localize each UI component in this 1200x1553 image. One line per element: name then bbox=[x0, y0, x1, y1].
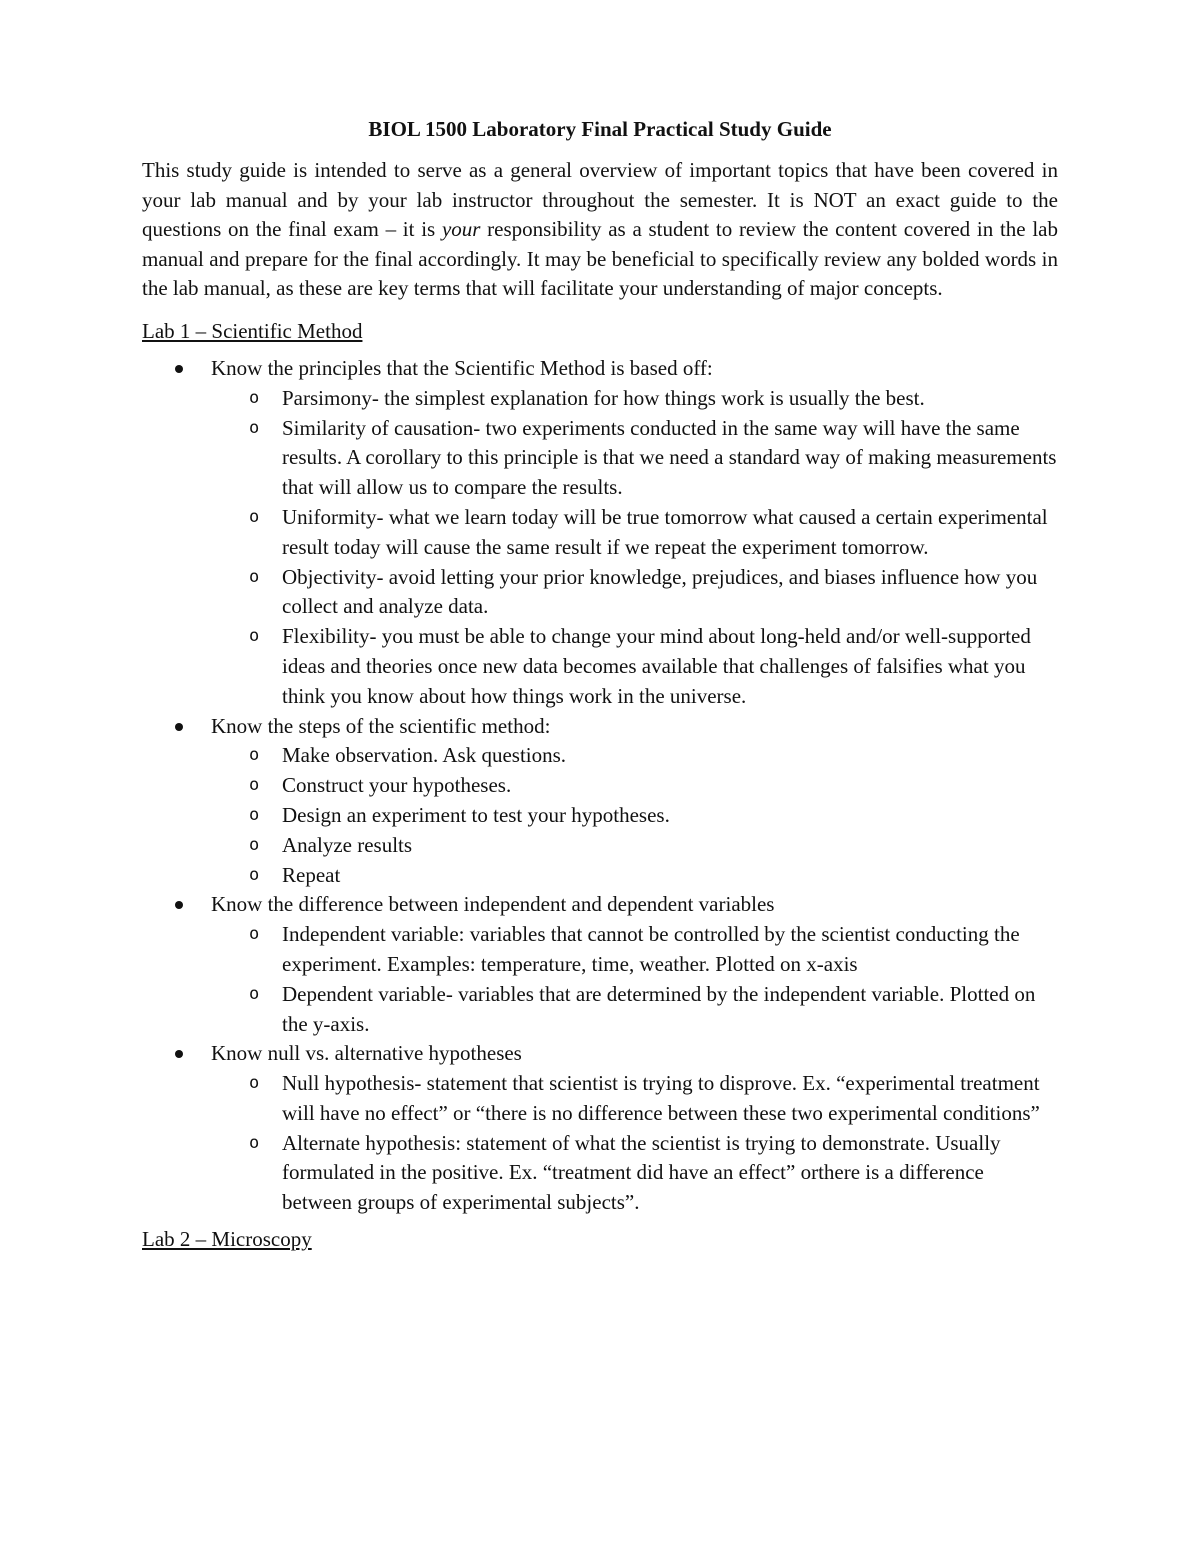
section-heading-lab2: Lab 2 – Microscopy bbox=[142, 1227, 312, 1252]
sub-item bbox=[211, 1129, 1058, 1218]
sub-item-text: Dependent variable- variables that are determined by the independent variable. Plotted on the y-axis. bbox=[282, 981, 1036, 1036]
circle-bullet-icon: o bbox=[249, 864, 260, 885]
sub-item bbox=[211, 741, 1058, 771]
bullet-dot-icon bbox=[175, 1050, 183, 1058]
circle-bullet-icon: o bbox=[249, 417, 260, 438]
circle-bullet-icon: o bbox=[249, 775, 260, 796]
bullet-dot-icon bbox=[175, 901, 183, 909]
circle-bullet-icon: o bbox=[249, 804, 260, 825]
circle-bullet-icon: o bbox=[249, 566, 260, 587]
sub-item-text: Flexibility- you must be able to change your mind about long-held and/or well-supported ideas and theories once new data becomes available that challenges of falsifies what you think you know about how things work in the universe. bbox=[282, 624, 1031, 708]
sub-item-text: Parsimony- the simplest explanation for how things work is usually the best. bbox=[282, 385, 925, 410]
circle-bullet-icon: o bbox=[249, 1132, 260, 1153]
sub-item bbox=[211, 801, 1058, 831]
circle-bullet-icon: o bbox=[249, 1073, 260, 1094]
sub-item-text: Analyze results bbox=[282, 832, 413, 857]
circle-bullet-icon: o bbox=[249, 745, 260, 766]
intro-text-start: This study guide is intended to serve as a general overview of important topics that have been covered in your lab manual and by your lab instructor throughout the semester. It is NOT an exact guide to the questions on the final exam – it is bbox=[142, 158, 1058, 242]
sub-item bbox=[211, 563, 1058, 623]
section-heading-lab1: Lab 1 – Scientific Method bbox=[142, 318, 363, 343]
sub-item-text: Independent variable: variables that cannot be controlled by the scientist conducting the experiment. Examples: temperature, time, weather. Plotted on x-axis bbox=[282, 922, 1020, 976]
bullet-item bbox=[142, 1039, 1058, 1218]
bullet-item bbox=[142, 354, 1058, 712]
sub-list bbox=[211, 1069, 1058, 1218]
sub-item bbox=[211, 414, 1058, 503]
sub-item bbox=[211, 920, 1058, 980]
sub-list bbox=[211, 741, 1058, 890]
sub-item-text: Null hypothesis- statement that scientist is trying to disprove. Ex. “experimental treatment will have no effect” or “there is no difference between these two experimental conditions” bbox=[282, 1071, 1040, 1125]
sub-item-text: Uniformity- what we learn today will be true tomorrow what caused a certain experimental result today will cause the same result if we repeat the experiment tomorrow. bbox=[282, 504, 1048, 559]
sub-list bbox=[211, 384, 1058, 712]
sub-item bbox=[211, 622, 1058, 711]
sub-item bbox=[211, 771, 1058, 801]
sub-item bbox=[211, 1069, 1058, 1129]
sub-item-text: Objectivity- avoid letting your prior knowledge, prejudices, and biases influence how you collect and analyze data. bbox=[282, 564, 1038, 619]
bullet-item bbox=[142, 712, 1058, 891]
circle-bullet-icon: o bbox=[249, 506, 260, 527]
intro-text-end: responsibility as a student to review the content covered in the lab manual and prepare for the final accordingly. It may be beneficial to specifically review any bolded words in the lab manual, as these are key terms that will facilitate your understanding of major concepts. bbox=[142, 217, 1058, 301]
sub-item bbox=[211, 861, 1058, 891]
sub-item-text: Alternate hypothesis: statement of what the scientist is trying to demonstrate. Usually formulated in the positive. Ex. “treatment did have an effect” orthere is a difference between groups of experimental subjects”. bbox=[282, 1130, 1001, 1215]
bullet-text: Know the steps of the scientific method: bbox=[211, 713, 551, 738]
lab1-bullet-list bbox=[142, 354, 1058, 1218]
sub-item bbox=[211, 503, 1058, 563]
circle-bullet-icon: o bbox=[249, 983, 260, 1004]
sub-item-text: Design an experiment to test your hypotheses. bbox=[282, 802, 670, 827]
sub-item-text: Construct your hypotheses. bbox=[282, 773, 512, 798]
document-title: BIOL 1500 Laboratory Final Practical Study Guide bbox=[368, 117, 832, 141]
sub-item-text: Repeat bbox=[282, 862, 341, 887]
sub-item bbox=[211, 831, 1058, 861]
bullet-dot-icon bbox=[175, 365, 183, 373]
sub-item bbox=[211, 384, 1058, 414]
intro-paragraph bbox=[142, 156, 1058, 304]
bullet-text: Know the principles that the Scientific Method is based off: bbox=[211, 355, 713, 380]
sub-list bbox=[211, 920, 1058, 1039]
circle-bullet-icon: o bbox=[249, 387, 260, 408]
bullet-text: Know null vs. alternative hypotheses bbox=[211, 1041, 522, 1066]
circle-bullet-icon: o bbox=[249, 924, 260, 945]
bullet-item bbox=[142, 890, 1058, 1039]
circle-bullet-icon: o bbox=[249, 834, 260, 855]
bullet-dot-icon bbox=[175, 723, 183, 731]
sub-item bbox=[211, 980, 1058, 1040]
sub-item-text: Make observation. Ask questions. bbox=[282, 743, 567, 768]
intro-emphasis: your bbox=[441, 217, 481, 242]
sub-item-text: Similarity of causation- two experiments conducted in the same way will have the same results. A corollary to this principle is that we need a standard way of making measurements that will allow us to compare the results. bbox=[282, 415, 1057, 500]
circle-bullet-icon: o bbox=[249, 626, 260, 647]
bullet-text: Know the difference between independent and dependent variables bbox=[211, 892, 775, 917]
